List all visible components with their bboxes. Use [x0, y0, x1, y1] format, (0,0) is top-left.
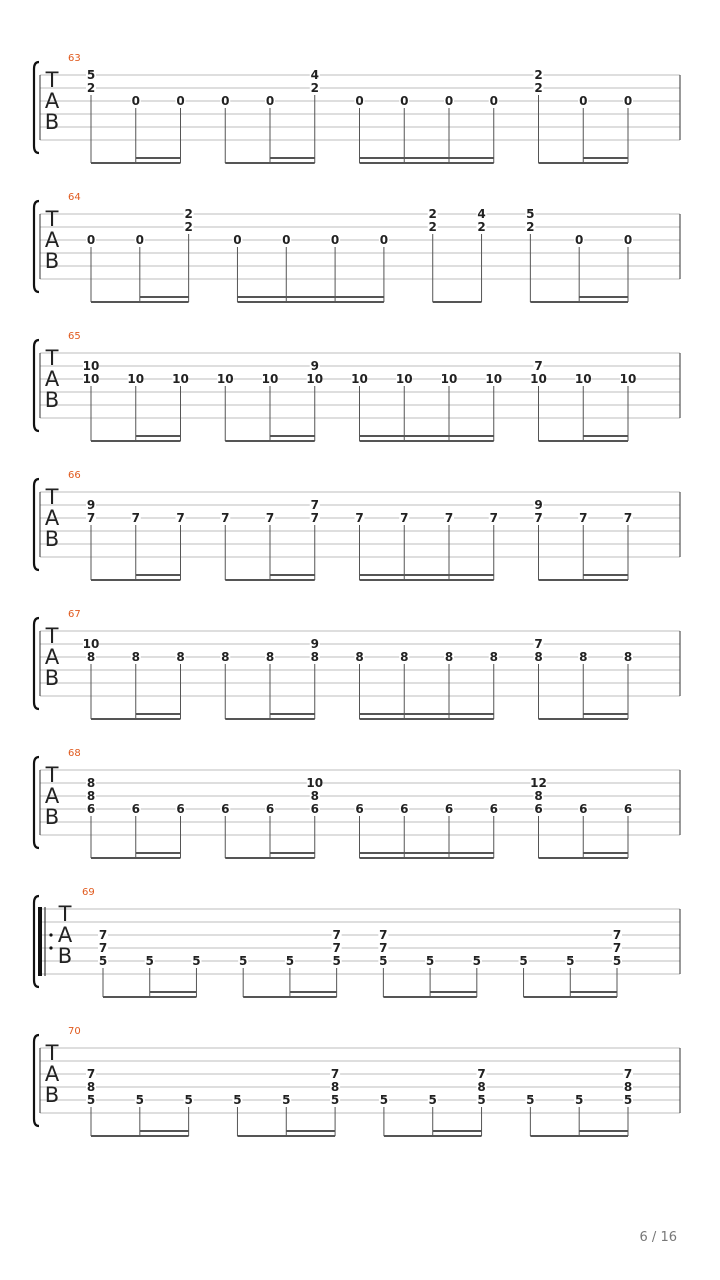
- beam-secondary: [433, 1130, 482, 1132]
- fret-number: 6: [265, 802, 275, 816]
- fret-number: 5: [239, 954, 248, 968]
- fret-number: 6: [355, 802, 364, 816]
- beam-primary: [91, 1135, 189, 1137]
- beam-secondary: [140, 1130, 189, 1132]
- beam-primary: [91, 718, 181, 720]
- system-bracket: [34, 340, 39, 431]
- fret-number: 6: [534, 802, 543, 816]
- fret-number: 7: [131, 511, 140, 525]
- fret-number: 5: [519, 954, 528, 968]
- fret-number: 7: [489, 511, 498, 525]
- system-bracket: [34, 757, 39, 848]
- beam-secondary: [579, 1130, 628, 1132]
- fret-number: 0: [623, 233, 633, 247]
- beam-primary: [539, 579, 629, 581]
- fret-number: 0: [233, 233, 242, 247]
- fret-number: 7: [310, 511, 319, 525]
- fret-number: 8: [86, 650, 96, 664]
- tab-clef-letter: B: [44, 1083, 60, 1107]
- beam-secondary: [360, 574, 494, 576]
- fret-number: 7: [612, 941, 622, 955]
- fret-number: 6: [86, 802, 96, 816]
- fret-number: 0: [579, 94, 588, 108]
- beam-secondary: [430, 991, 477, 993]
- fret-number: 2: [534, 68, 543, 82]
- system-bracket: [34, 479, 39, 570]
- beam-primary: [237, 1135, 335, 1137]
- fret-number: 6: [310, 802, 319, 816]
- fret-number: 5: [425, 954, 435, 968]
- tab-clef-letter: A: [44, 228, 60, 252]
- fret-number: 0: [379, 233, 389, 247]
- fret-number: 5: [282, 1093, 291, 1107]
- beam-secondary: [360, 435, 494, 437]
- fret-number: 7: [400, 511, 409, 525]
- fret-number: 8: [477, 1080, 486, 1094]
- fret-number: 10: [127, 372, 145, 386]
- fret-number: 8: [310, 789, 319, 803]
- fret-number: 6: [131, 802, 140, 816]
- beam-primary: [225, 718, 315, 720]
- fret-number: 9: [534, 498, 543, 512]
- fret-number: 2: [86, 81, 96, 95]
- fret-number: 2: [428, 220, 437, 234]
- fret-number: 5: [233, 1093, 242, 1107]
- fret-number: 7: [579, 511, 588, 525]
- tab-clef-letter: T: [45, 68, 59, 92]
- fret-number: 7: [355, 511, 364, 525]
- beam-primary: [539, 440, 629, 442]
- fret-number: 7: [477, 1067, 486, 1081]
- fret-number: 7: [534, 637, 543, 651]
- fret-number: 5: [98, 954, 108, 968]
- tab-clef-letter: B: [44, 527, 60, 551]
- fret-number: 0: [575, 233, 584, 247]
- tab-clef-letter: A: [44, 506, 60, 530]
- beam-secondary: [136, 574, 181, 576]
- fret-number: 7: [221, 511, 230, 525]
- fret-number: 8: [400, 650, 409, 664]
- fret-number: 6: [489, 802, 498, 816]
- bar-number: 65: [68, 331, 81, 342]
- bar-number: 67: [68, 609, 81, 620]
- fret-number: 8: [131, 650, 140, 664]
- beam-primary: [539, 857, 629, 859]
- repeat-thick-bar: [38, 907, 42, 976]
- fret-number: 7: [330, 1067, 340, 1081]
- fret-number: 2: [526, 220, 535, 234]
- fret-number: 8: [310, 650, 319, 664]
- fret-number: 8: [265, 650, 275, 664]
- fret-number: 2: [184, 220, 193, 234]
- fret-number: 8: [534, 789, 543, 803]
- fret-number: 10: [619, 372, 637, 386]
- tab-clef-letter: T: [45, 1041, 59, 1065]
- tab-clef-letter: A: [57, 923, 73, 947]
- fret-number: 5: [379, 954, 388, 968]
- fret-number: 5: [472, 954, 481, 968]
- beam-secondary: [360, 157, 494, 159]
- fret-number: 5: [379, 1093, 389, 1107]
- beam-secondary: [136, 713, 181, 715]
- fret-number: 8: [330, 1080, 340, 1094]
- fret-number: 8: [86, 1080, 96, 1094]
- fret-number: 5: [477, 1093, 486, 1107]
- fret-number: 7: [534, 359, 543, 373]
- fret-number: 5: [526, 207, 535, 221]
- fret-number: 8: [86, 789, 96, 803]
- tab-clef-letter: A: [44, 1062, 60, 1086]
- beam-secondary: [237, 296, 383, 298]
- tab-clef-letter: B: [44, 388, 60, 412]
- fret-number: 5: [612, 954, 622, 968]
- fret-number: 0: [400, 94, 409, 108]
- tab-clef-letter: A: [44, 367, 60, 391]
- beam-secondary: [270, 574, 315, 576]
- fret-number: 7: [623, 1067, 633, 1081]
- beam-secondary: [360, 713, 494, 715]
- beam-primary: [530, 301, 628, 303]
- fret-number: 5: [86, 1093, 96, 1107]
- beam-primary: [91, 301, 189, 303]
- fret-number: 8: [489, 650, 498, 664]
- fret-number: 2: [428, 207, 437, 221]
- beam-secondary: [150, 991, 197, 993]
- beam-secondary: [290, 991, 337, 993]
- fret-number: 7: [265, 511, 275, 525]
- fret-number: 2: [184, 207, 193, 221]
- fret-number: 9: [86, 498, 96, 512]
- fret-number: 5: [623, 1093, 633, 1107]
- beam-primary: [360, 718, 494, 720]
- fret-number: 5: [285, 954, 295, 968]
- beam-secondary: [579, 296, 628, 298]
- beam-primary: [225, 440, 315, 442]
- fret-number: 7: [310, 498, 319, 512]
- beam-primary: [530, 1135, 628, 1137]
- fret-number: 10: [574, 372, 592, 386]
- fret-number: 0: [135, 233, 144, 247]
- repeat-dot: [49, 946, 52, 949]
- page-counter: 6 / 16: [639, 1230, 677, 1245]
- beam-primary: [243, 996, 336, 998]
- beam-primary: [91, 162, 181, 164]
- fret-number: 7: [534, 511, 543, 525]
- fret-number: 0: [176, 94, 185, 108]
- tab-clef-letter: T: [58, 902, 72, 926]
- fret-number: 8: [579, 650, 588, 664]
- tab-clef-letter: T: [45, 207, 59, 231]
- beam-primary: [225, 162, 315, 164]
- fret-number: 10: [82, 637, 100, 651]
- fret-number: 10: [261, 372, 279, 386]
- beam-primary: [91, 857, 181, 859]
- fret-number: 0: [131, 94, 140, 108]
- fret-number: 8: [355, 650, 364, 664]
- fret-number: 5: [135, 1093, 144, 1107]
- beam-primary: [524, 996, 617, 998]
- fret-number: 6: [444, 802, 454, 816]
- beam-secondary: [270, 435, 315, 437]
- fret-number: 10: [216, 372, 234, 386]
- beam-secondary: [570, 991, 617, 993]
- fret-number: 8: [176, 650, 185, 664]
- tab-clef-letter: T: [45, 763, 59, 787]
- fret-number: 2: [534, 81, 543, 95]
- bar-number: 69: [82, 887, 95, 898]
- beam-secondary: [583, 435, 628, 437]
- fret-number: 10: [82, 372, 100, 386]
- fret-number: 10: [440, 372, 458, 386]
- bar-number: 68: [68, 748, 81, 759]
- fret-number: 7: [86, 511, 96, 525]
- fret-number: 6: [623, 802, 633, 816]
- fret-number: 10: [82, 359, 100, 373]
- beam-primary: [225, 579, 315, 581]
- fret-number: 6: [579, 802, 588, 816]
- tab-clef-letter: B: [44, 805, 60, 829]
- fret-number: 8: [444, 650, 454, 664]
- beam-primary: [103, 996, 196, 998]
- fret-number: 10: [395, 372, 413, 386]
- tab-clef-letter: B: [44, 249, 60, 273]
- fret-number: 7: [86, 1067, 96, 1081]
- beam-secondary: [270, 157, 315, 159]
- fret-number: 0: [355, 94, 364, 108]
- fret-number: 5: [330, 1093, 340, 1107]
- beam-secondary: [270, 852, 315, 854]
- fret-number: 2: [310, 81, 319, 95]
- beam-secondary: [136, 157, 181, 159]
- fret-number: 0: [282, 233, 291, 247]
- repeat-dot: [49, 933, 52, 936]
- fret-number: 0: [330, 233, 340, 247]
- fret-number: 0: [444, 94, 454, 108]
- fret-number: 5: [332, 954, 341, 968]
- fret-number: 2: [477, 220, 486, 234]
- fret-number: 5: [145, 954, 154, 968]
- fret-number: 7: [379, 941, 388, 955]
- fret-number: 8: [86, 776, 96, 790]
- fret-number: 5: [526, 1093, 535, 1107]
- fret-number: 7: [623, 511, 633, 525]
- beam-secondary: [270, 713, 315, 715]
- beam-secondary: [286, 1130, 335, 1132]
- fret-number: 6: [400, 802, 409, 816]
- fret-number: 10: [485, 372, 503, 386]
- system-bracket: [34, 201, 39, 292]
- fret-number: 12: [530, 776, 547, 790]
- fret-number: 8: [623, 1080, 633, 1094]
- tab-clef-letter: A: [44, 645, 60, 669]
- fret-number: 6: [176, 802, 185, 816]
- beam-secondary: [583, 157, 628, 159]
- system-bracket: [34, 618, 39, 709]
- beam-secondary: [136, 852, 181, 854]
- fret-number: 5: [428, 1093, 437, 1107]
- fret-number: 0: [623, 94, 633, 108]
- fret-number: 5: [566, 954, 575, 968]
- fret-number: 0: [221, 94, 230, 108]
- beam-primary: [237, 301, 383, 303]
- beam-primary: [384, 1135, 482, 1137]
- beam-secondary: [583, 574, 628, 576]
- fret-number: 10: [530, 372, 547, 386]
- fret-number: 10: [172, 372, 189, 386]
- bar-number: 70: [68, 1026, 81, 1037]
- bar-number: 63: [68, 53, 81, 64]
- fret-number: 9: [310, 637, 319, 651]
- fret-number: 4: [310, 68, 319, 82]
- bar-number: 64: [68, 192, 81, 203]
- beam-secondary: [583, 713, 628, 715]
- fret-number: 8: [623, 650, 633, 664]
- fret-number: 9: [310, 359, 319, 373]
- fret-number: 7: [379, 928, 388, 942]
- fret-number: 8: [221, 650, 230, 664]
- beam-primary: [360, 857, 494, 859]
- fret-number: 7: [612, 928, 622, 942]
- fret-number: 5: [575, 1093, 584, 1107]
- beam-primary: [383, 996, 476, 998]
- fret-number: 4: [477, 207, 486, 221]
- fret-number: 5: [184, 1093, 193, 1107]
- tab-clef-letter: A: [44, 784, 60, 808]
- fret-number: 0: [489, 94, 498, 108]
- tab-clef-letter: B: [44, 666, 60, 690]
- beam-secondary: [140, 296, 189, 298]
- beam-primary: [360, 440, 494, 442]
- fret-number: 7: [98, 941, 108, 955]
- fret-number: 10: [306, 372, 324, 386]
- tab-clef-letter: T: [45, 485, 59, 509]
- bar-number: 66: [68, 470, 81, 481]
- beam-primary: [539, 162, 629, 164]
- tab-clef-letter: B: [44, 110, 60, 134]
- fret-number: 10: [351, 372, 368, 386]
- beam-primary: [539, 718, 629, 720]
- beam-primary: [433, 301, 482, 303]
- beam-primary: [91, 579, 181, 581]
- fret-number: 5: [86, 68, 96, 82]
- beam-secondary: [360, 852, 494, 854]
- fret-number: 6: [221, 802, 230, 816]
- system-bracket: [34, 1035, 39, 1126]
- fret-number: 0: [265, 94, 275, 108]
- beam-primary: [360, 162, 494, 164]
- tab-clef-letter: T: [45, 346, 59, 370]
- tab-clef-letter: T: [45, 624, 59, 648]
- fret-number: 0: [86, 233, 96, 247]
- fret-number: 7: [444, 511, 454, 525]
- system-bracket: [34, 62, 39, 153]
- tab-clef-letter: A: [44, 89, 60, 113]
- fret-number: 10: [306, 776, 324, 790]
- beam-primary: [91, 440, 181, 442]
- beam-primary: [360, 579, 494, 581]
- beam-secondary: [583, 852, 628, 854]
- tab-clef-letter: B: [57, 944, 73, 968]
- beam-primary: [225, 857, 315, 859]
- fret-number: 7: [332, 941, 341, 955]
- fret-number: 7: [332, 928, 341, 942]
- fret-number: 8: [534, 650, 543, 664]
- beam-secondary: [136, 435, 181, 437]
- fret-number: 7: [98, 928, 108, 942]
- fret-number: 7: [176, 511, 185, 525]
- fret-number: 5: [192, 954, 201, 968]
